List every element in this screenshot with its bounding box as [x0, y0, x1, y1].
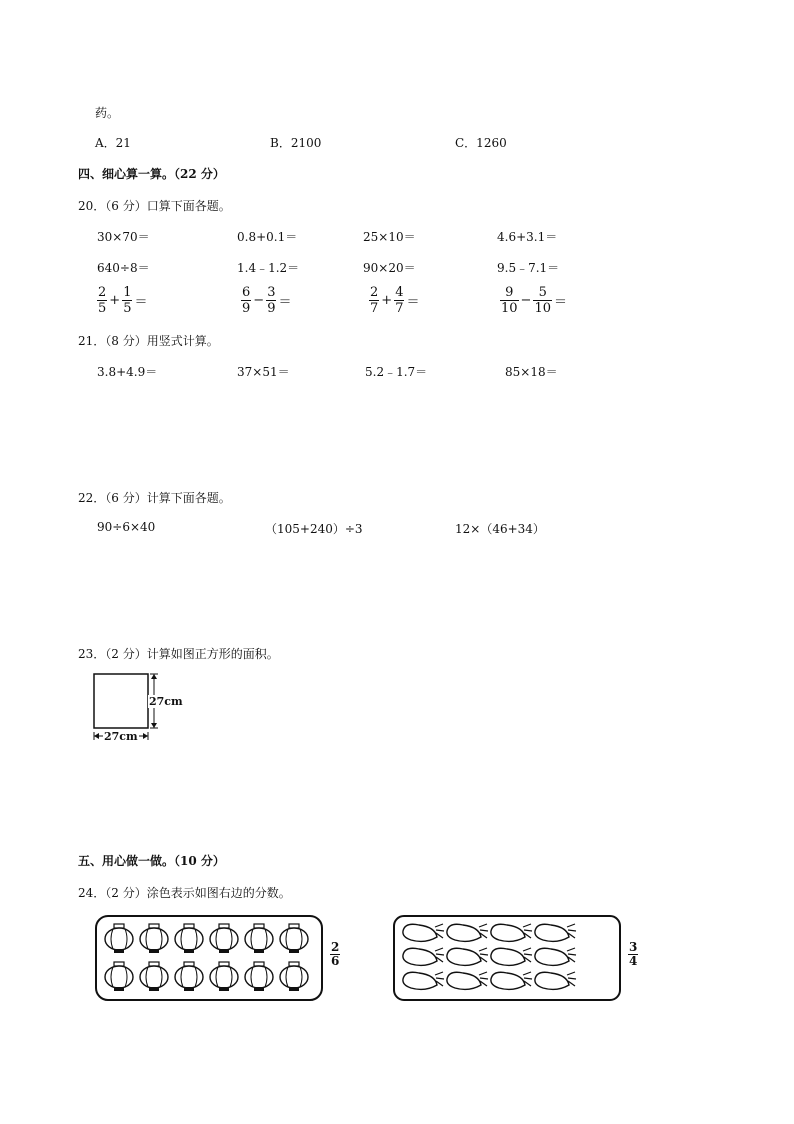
q22-item: （105+240）÷3 [265, 522, 363, 536]
numerator: 2 [331, 940, 340, 954]
numerator: 3 [267, 285, 276, 300]
square-side-label-right: 27cm [149, 695, 183, 708]
denominator: 5 [98, 301, 107, 316]
numerator: 3 [629, 940, 638, 954]
q19-option-b: B．2100 [270, 136, 322, 150]
denominator: 9 [267, 301, 276, 316]
equals-sign: ＝ [278, 295, 292, 310]
q21-item: 3.8+4.9＝ [97, 365, 158, 379]
mango-group-figure [393, 915, 623, 1003]
q20-item: 25×10＝ [363, 230, 416, 244]
denominator: 10 [501, 301, 518, 316]
q20-fraction-expression [97, 285, 149, 316]
q20-item: 4.6+3.1＝ [497, 230, 558, 244]
q19-option-c: C．1260 [455, 136, 507, 150]
q20-item: 1.4﹣1.2＝ [237, 261, 300, 275]
equals-sign: ＝ [554, 295, 568, 310]
numerator: 6 [242, 285, 251, 300]
numerator: 2 [370, 285, 379, 300]
q20-fraction-expression [369, 285, 421, 316]
q20-fraction-expression [500, 285, 569, 316]
square-side-label-bottom: 27cm [104, 730, 138, 743]
section-4-title: 四、细心算一算。（22 分） [78, 167, 225, 181]
operator: − [520, 293, 532, 308]
q19-option-a: A．21 [95, 136, 131, 150]
numerator: 2 [98, 285, 107, 300]
mango-fraction [628, 940, 638, 968]
q21-title: 21．（8 分）用竖式计算。 [78, 334, 219, 348]
q22-item: 12×（46+34） [455, 522, 545, 536]
q22-title: 22．（6 分）计算下面各题。 [78, 491, 231, 505]
denominator: 5 [123, 301, 132, 316]
numerator: 9 [505, 285, 514, 300]
q21-item: 5.2﹣1.7＝ [365, 365, 428, 379]
q21-item: 85×18＝ [505, 365, 558, 379]
lantern-group-figure [95, 915, 325, 1003]
denominator: 9 [242, 301, 251, 316]
q21-item: 37×51＝ [237, 365, 290, 379]
q20-item: 0.8+0.1＝ [237, 230, 298, 244]
operator: + [109, 293, 121, 308]
equals-sign: ＝ [134, 295, 148, 310]
denominator: 4 [629, 954, 638, 968]
q20-fraction-expression [241, 285, 293, 316]
numerator: 1 [123, 285, 132, 300]
denominator: 10 [534, 301, 551, 316]
q23-title: 23．（2 分）计算如图正方形的面积。 [78, 647, 279, 661]
q20-item: 640÷8＝ [97, 261, 150, 275]
q20-title: 20．（6 分）口算下面各题。 [78, 199, 231, 213]
denominator: 6 [331, 954, 340, 968]
operator: − [253, 293, 265, 308]
q22-item: 90÷6×40 [97, 520, 156, 534]
q20-item: 9.5﹣7.1＝ [497, 261, 560, 275]
section-5-title: 五、用心做一做。（10 分） [78, 854, 225, 868]
equals-sign: ＝ [406, 295, 420, 310]
operator: + [381, 293, 393, 308]
numerator: 5 [538, 285, 547, 300]
q20-item: 30×70＝ [97, 230, 150, 244]
q19-tail-text: 药。 [95, 106, 120, 120]
lantern-fraction [330, 940, 340, 968]
denominator: 7 [370, 301, 379, 316]
q20-item: 90×20＝ [363, 261, 416, 275]
q24-title: 24．（2 分）涂色表示如图右边的分数。 [78, 886, 291, 900]
numerator: 4 [395, 285, 404, 300]
denominator: 7 [395, 301, 404, 316]
